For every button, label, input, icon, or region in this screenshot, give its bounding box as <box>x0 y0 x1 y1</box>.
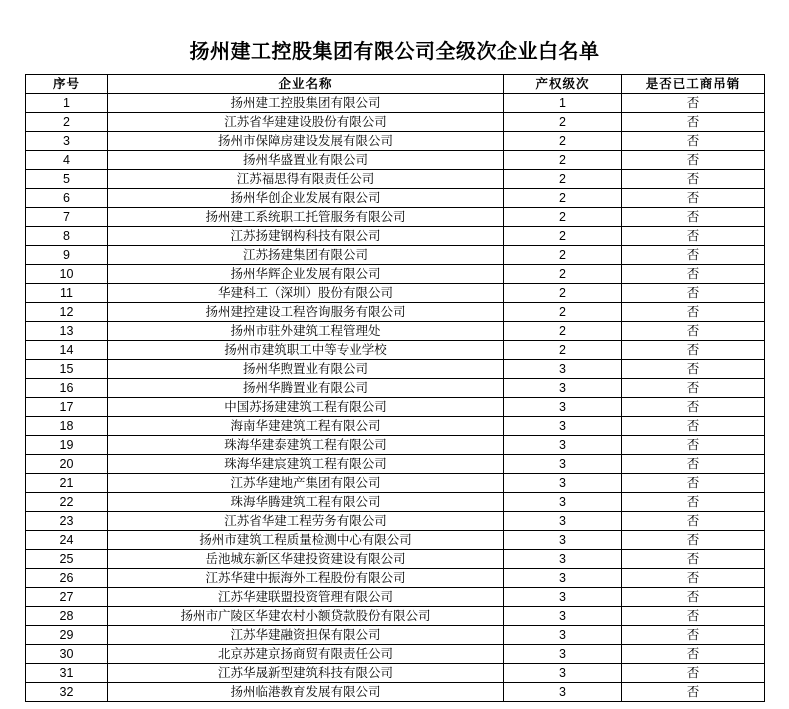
cell-company-name: 江苏华建中振海外工程股份有限公司 <box>108 569 504 588</box>
cell-ownership-level: 2 <box>504 284 622 303</box>
cell-company-name: 江苏华建联盟投资管理有限公司 <box>108 588 504 607</box>
cell-no: 17 <box>26 398 108 417</box>
cell-revoked-status: 否 <box>622 113 765 132</box>
table-row <box>26 455 765 474</box>
cell-company-name: 珠海华建泰建筑工程有限公司 <box>108 436 504 455</box>
table-row <box>26 550 765 569</box>
cell-no: 2 <box>26 113 108 132</box>
cell-no: 7 <box>26 208 108 227</box>
cell-revoked-status: 否 <box>622 664 765 683</box>
table-row <box>26 398 765 417</box>
cell-ownership-level: 3 <box>504 550 622 569</box>
cell-company-name: 中国苏扬建建筑工程有限公司 <box>108 398 504 417</box>
table-header-row <box>26 75 765 94</box>
cell-no: 14 <box>26 341 108 360</box>
cell-revoked-status: 否 <box>622 246 765 265</box>
cell-no: 13 <box>26 322 108 341</box>
table-row <box>26 151 765 170</box>
table-row <box>26 683 765 702</box>
cell-no: 6 <box>26 189 108 208</box>
cell-company-name: 华建科工（深圳）股份有限公司 <box>108 284 504 303</box>
cell-company-name: 扬州市广陵区华建农村小额贷款股份有限公司 <box>108 607 504 626</box>
column-header-name: 企业名称 <box>108 75 504 94</box>
cell-no: 15 <box>26 360 108 379</box>
whitelist-table <box>25 74 765 702</box>
cell-company-name: 岳池城东新区华建投资建设有限公司 <box>108 550 504 569</box>
cell-no: 24 <box>26 531 108 550</box>
cell-no: 26 <box>26 569 108 588</box>
cell-revoked-status: 否 <box>622 360 765 379</box>
cell-no: 11 <box>26 284 108 303</box>
cell-ownership-level: 2 <box>504 113 622 132</box>
cell-company-name: 扬州华创企业发展有限公司 <box>108 189 504 208</box>
cell-revoked-status: 否 <box>622 132 765 151</box>
cell-ownership-level: 3 <box>504 569 622 588</box>
cell-ownership-level: 3 <box>504 664 622 683</box>
cell-ownership-level: 2 <box>504 303 622 322</box>
cell-no: 27 <box>26 588 108 607</box>
cell-ownership-level: 3 <box>504 474 622 493</box>
cell-company-name: 海南华建建筑工程有限公司 <box>108 417 504 436</box>
table-row <box>26 94 765 113</box>
cell-no: 22 <box>26 493 108 512</box>
cell-revoked-status: 否 <box>622 455 765 474</box>
cell-company-name: 江苏福思得有限责任公司 <box>108 170 504 189</box>
cell-no: 12 <box>26 303 108 322</box>
table-row <box>26 664 765 683</box>
cell-company-name: 扬州华辉企业发展有限公司 <box>108 265 504 284</box>
cell-ownership-level: 3 <box>504 607 622 626</box>
cell-revoked-status: 否 <box>622 417 765 436</box>
cell-no: 4 <box>26 151 108 170</box>
cell-ownership-level: 2 <box>504 341 622 360</box>
table-row <box>26 132 765 151</box>
cell-no: 21 <box>26 474 108 493</box>
cell-company-name: 江苏省华建建设股份有限公司 <box>108 113 504 132</box>
cell-revoked-status: 否 <box>622 189 765 208</box>
table-row <box>26 341 765 360</box>
table-row <box>26 170 765 189</box>
cell-ownership-level: 3 <box>504 493 622 512</box>
cell-company-name: 扬州市保障房建设发展有限公司 <box>108 132 504 151</box>
table-row <box>26 626 765 645</box>
cell-company-name: 江苏省华建工程劳务有限公司 <box>108 512 504 531</box>
cell-company-name: 扬州华煦置业有限公司 <box>108 360 504 379</box>
cell-company-name: 扬州建控建设工程咨询服务有限公司 <box>108 303 504 322</box>
cell-ownership-level: 3 <box>504 626 622 645</box>
table-row <box>26 284 765 303</box>
cell-ownership-level: 3 <box>504 455 622 474</box>
cell-company-name: 江苏华建融资担保有限公司 <box>108 626 504 645</box>
table-row <box>26 569 765 588</box>
cell-no: 23 <box>26 512 108 531</box>
cell-revoked-status: 否 <box>622 493 765 512</box>
cell-revoked-status: 否 <box>622 170 765 189</box>
cell-revoked-status: 否 <box>622 569 765 588</box>
cell-company-name: 扬州市建筑职工中等专业学校 <box>108 341 504 360</box>
cell-ownership-level: 3 <box>504 512 622 531</box>
cell-ownership-level: 3 <box>504 398 622 417</box>
cell-ownership-level: 2 <box>504 132 622 151</box>
cell-ownership-level: 2 <box>504 227 622 246</box>
cell-company-name: 江苏扬建钢构科技有限公司 <box>108 227 504 246</box>
cell-company-name: 珠海华腾建筑工程有限公司 <box>108 493 504 512</box>
cell-revoked-status: 否 <box>622 512 765 531</box>
column-header-level: 产权级次 <box>504 75 622 94</box>
table-row <box>26 531 765 550</box>
cell-revoked-status: 否 <box>622 265 765 284</box>
cell-revoked-status: 否 <box>622 645 765 664</box>
cell-revoked-status: 否 <box>622 474 765 493</box>
cell-ownership-level: 2 <box>504 265 622 284</box>
cell-revoked-status: 否 <box>622 683 765 702</box>
cell-no: 8 <box>26 227 108 246</box>
cell-company-name: 扬州华盛置业有限公司 <box>108 151 504 170</box>
cell-company-name: 扬州市驻外建筑工程管理处 <box>108 322 504 341</box>
cell-company-name: 扬州临港教育发展有限公司 <box>108 683 504 702</box>
cell-revoked-status: 否 <box>622 398 765 417</box>
cell-no: 31 <box>26 664 108 683</box>
cell-no: 25 <box>26 550 108 569</box>
cell-no: 3 <box>26 132 108 151</box>
table-header <box>26 75 765 94</box>
cell-ownership-level: 3 <box>504 417 622 436</box>
table-row <box>26 474 765 493</box>
cell-company-name: 北京苏建京扬商贸有限责任公司 <box>108 645 504 664</box>
table-row <box>26 607 765 626</box>
table-body <box>26 94 765 702</box>
cell-ownership-level: 3 <box>504 436 622 455</box>
cell-company-name: 扬州建工系统职工托管服务有限公司 <box>108 208 504 227</box>
cell-no: 9 <box>26 246 108 265</box>
cell-company-name: 珠海华建宸建筑工程有限公司 <box>108 455 504 474</box>
table-row <box>26 227 765 246</box>
cell-no: 29 <box>26 626 108 645</box>
table-row <box>26 246 765 265</box>
cell-no: 18 <box>26 417 108 436</box>
cell-ownership-level: 2 <box>504 189 622 208</box>
table-row <box>26 265 765 284</box>
cell-revoked-status: 否 <box>622 607 765 626</box>
table-row <box>26 189 765 208</box>
cell-ownership-level: 2 <box>504 170 622 189</box>
table-container <box>0 74 789 702</box>
table-row <box>26 208 765 227</box>
table-row <box>26 322 765 341</box>
column-header-no: 序号 <box>26 75 108 94</box>
cell-no: 5 <box>26 170 108 189</box>
cell-revoked-status: 否 <box>622 531 765 550</box>
cell-no: 1 <box>26 94 108 113</box>
page-title: 扬州建工控股集团有限公司全级次企业白名单 <box>189 41 600 63</box>
cell-ownership-level: 2 <box>504 208 622 227</box>
cell-ownership-level: 3 <box>504 683 622 702</box>
cell-ownership-level: 1 <box>504 94 622 113</box>
cell-ownership-level: 2 <box>504 322 622 341</box>
column-header-revoked: 是否已工商吊销 <box>622 75 765 94</box>
cell-company-name: 江苏扬建集团有限公司 <box>108 246 504 265</box>
cell-revoked-status: 否 <box>622 322 765 341</box>
table-row <box>26 303 765 322</box>
table-row <box>26 417 765 436</box>
cell-company-name: 扬州市建筑工程质量检测中心有限公司 <box>108 531 504 550</box>
cell-revoked-status: 否 <box>622 284 765 303</box>
cell-ownership-level: 3 <box>504 645 622 664</box>
table-row <box>26 493 765 512</box>
cell-revoked-status: 否 <box>622 626 765 645</box>
cell-revoked-status: 否 <box>622 341 765 360</box>
cell-no: 32 <box>26 683 108 702</box>
cell-no: 20 <box>26 455 108 474</box>
cell-ownership-level: 3 <box>504 531 622 550</box>
cell-company-name: 扬州建工控股集团有限公司 <box>108 94 504 113</box>
cell-revoked-status: 否 <box>622 227 765 246</box>
cell-revoked-status: 否 <box>622 303 765 322</box>
cell-revoked-status: 否 <box>622 436 765 455</box>
table-row <box>26 436 765 455</box>
table-row <box>26 379 765 398</box>
table-row <box>26 645 765 664</box>
cell-revoked-status: 否 <box>622 550 765 569</box>
cell-ownership-level: 3 <box>504 360 622 379</box>
cell-company-name: 江苏华建地产集团有限公司 <box>108 474 504 493</box>
table-row <box>26 113 765 132</box>
table-row <box>26 588 765 607</box>
cell-ownership-level: 3 <box>504 379 622 398</box>
cell-no: 10 <box>26 265 108 284</box>
cell-company-name: 江苏华晟新型建筑科技有限公司 <box>108 664 504 683</box>
cell-revoked-status: 否 <box>622 379 765 398</box>
cell-no: 16 <box>26 379 108 398</box>
cell-revoked-status: 否 <box>622 208 765 227</box>
cell-revoked-status: 否 <box>622 151 765 170</box>
cell-revoked-status: 否 <box>622 94 765 113</box>
table-row <box>26 512 765 531</box>
table-row <box>26 360 765 379</box>
cell-ownership-level: 2 <box>504 246 622 265</box>
cell-company-name: 扬州华腾置业有限公司 <box>108 379 504 398</box>
cell-revoked-status: 否 <box>622 588 765 607</box>
cell-no: 19 <box>26 436 108 455</box>
cell-no: 28 <box>26 607 108 626</box>
cell-ownership-level: 2 <box>504 151 622 170</box>
cell-no: 30 <box>26 645 108 664</box>
cell-ownership-level: 3 <box>504 588 622 607</box>
